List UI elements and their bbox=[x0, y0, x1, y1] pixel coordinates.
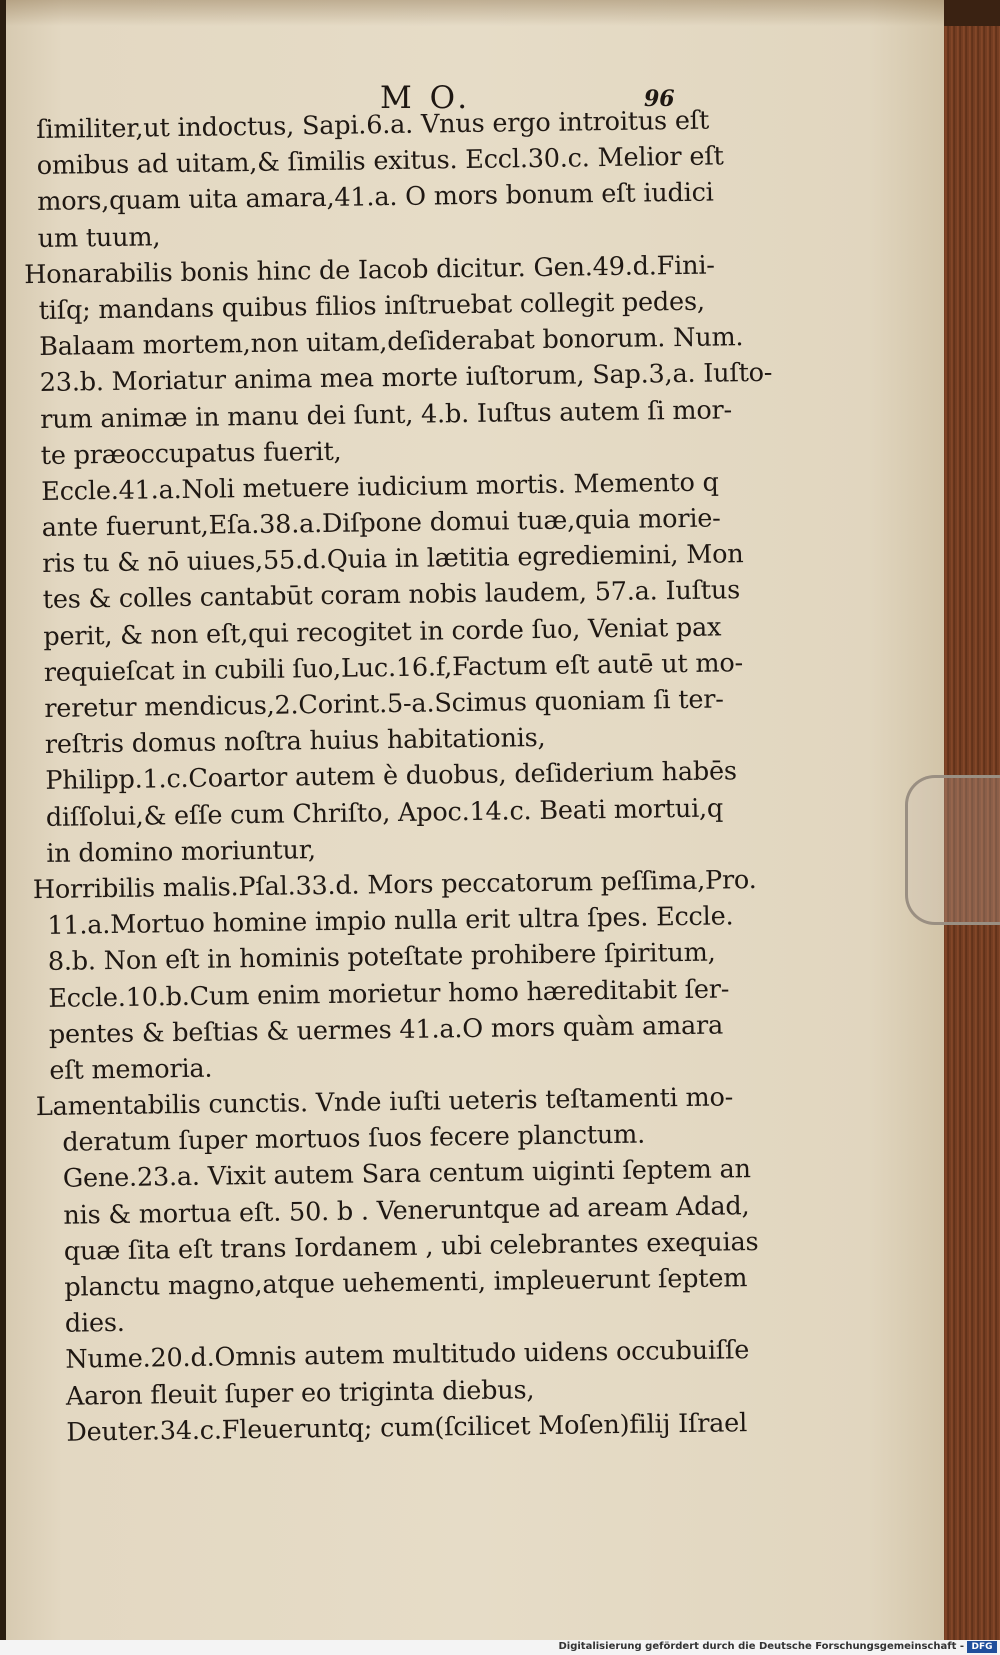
text-line: ante fuerunt,Eſa.38.a.Diſpone domui tuæ,quia morie- bbox=[41, 503, 721, 544]
text-line: requieſcat in cubili ſuo,Luc.16.f,Factum eſt autē ut mo- bbox=[43, 647, 744, 688]
text-line: nis & mortua eſt. 50. b . Veneruntque ad aream Adad, bbox=[63, 1190, 750, 1231]
text-line: omibus ad uitam,& ſimilis exitus. Eccl.30.c. Melior eſt bbox=[36, 141, 724, 182]
text-line: eſt memoria. bbox=[49, 1053, 213, 1086]
text-line: reſtris domus noſtra huius habitationis, bbox=[44, 723, 546, 761]
page-leaves-top bbox=[944, 0, 1000, 26]
text-line: planctu magno,atque uehementi, impleuerunt ſeptem bbox=[64, 1263, 748, 1303]
dfg-logo-icon: DFG bbox=[967, 1641, 997, 1653]
text-line: Balaam mortem,non uitam,deſiderabat bonorum. Num. bbox=[39, 322, 744, 363]
text-line: Honarabilis bonis hinc de Iacob dicitur. Gen.49.d.Fini- bbox=[24, 250, 715, 290]
text-line: 11.a.Mortuo homine impio nulla erit ultra ſpes. Eccle. bbox=[47, 901, 734, 942]
page-clip bbox=[905, 775, 1000, 925]
text-line: reretur mendicus,2.Corint.5-a.Scimus quoniam ſi ter- bbox=[44, 684, 724, 724]
text-line: diſſolui,& eſſe cum Chriſto, Apoc.14.c. Beati mortui,q bbox=[45, 793, 724, 833]
text-line: tes & colles cantabūt coram nobis laudem, 57.a. Iuſtus bbox=[42, 575, 741, 616]
text-line: Gene.23.a. Vixit autem Sara centum uiginti ſeptem an bbox=[62, 1154, 751, 1195]
text-line: tiſq; mandans quibus filios inſtruebat collegit pedes, bbox=[38, 286, 705, 326]
digitization-footer bbox=[0, 1640, 1000, 1655]
page-top-shadow bbox=[6, 0, 944, 26]
text-line: um tuum, bbox=[37, 221, 161, 254]
text-line: rum animæ in manu dei ſunt, 4.b. Iuſtus autem ſi mor- bbox=[40, 394, 733, 435]
text-line: ris tu & nō uiues,55.d.Quia in lætitia egrediemini, Mon bbox=[42, 539, 744, 580]
text-line: Eccle.41.a.Noli metuere iudicium mortis. Memento q bbox=[41, 467, 719, 507]
text-line: pentes & beſtias & uermes 41.a.O mors quàm amara bbox=[48, 1010, 724, 1050]
text-line: Philipp.1.c.Coartor autem è duobus, deſiderium habēs bbox=[45, 756, 737, 797]
body-text bbox=[24, 102, 790, 1451]
text-line: Eccle.10.b.Cum enim morietur homo hæreditabit ſer- bbox=[48, 973, 730, 1014]
page-number: 96 bbox=[644, 86, 675, 112]
running-head: M O. bbox=[380, 80, 472, 116]
text-line: ſimiliter,ut indoctus, Sapi.6.a. Vnus ergo introitus eſt bbox=[36, 105, 710, 145]
text-line: mors,quam uita amara,41.a. O mors bonum eſt iudici bbox=[37, 177, 714, 218]
text-line: Nume.20.d.Omnis autem multitudo uidens occubuiſſe bbox=[65, 1335, 750, 1376]
text-line: Deuter.34.c.Fleueruntq; cum(ſcilicet Moſen)filij Iſrael bbox=[66, 1407, 748, 1448]
text-line: deratum ſuper mortuos ſuos fecere planctum. bbox=[62, 1119, 646, 1158]
text-line: Aaron fleuit ſuper eo triginta diebus, bbox=[65, 1374, 535, 1412]
text-line: dies. bbox=[64, 1308, 125, 1339]
text-line: te præoccupatus fuerit, bbox=[40, 436, 342, 471]
text-line: Horribilis malis.Pſal.33.d. Mors peccatorum peſſima,Pro. bbox=[32, 864, 757, 906]
text-line: perit, & non eſt,qui recogitet in corde ſuo, Veniat pax bbox=[43, 612, 722, 652]
text-line: quæ ſita eſt trans Iordanem , ubi celebrantes exequias bbox=[63, 1226, 759, 1267]
text-line: 23.b. Moriatur anima mea morte iuſtorum, Sap.3,a. Iuſto- bbox=[39, 358, 773, 399]
text-line: 8.b. Non eſt in hominis poteſtate prohibere ſpiritum, bbox=[47, 937, 716, 978]
text-line: Lamentabilis cunctis. Vnde iuſti ueteris teſtamenti mo- bbox=[35, 1082, 734, 1123]
text-line: in domino moriuntur, bbox=[46, 834, 317, 869]
footer-credit: Digitalisierung gefördert durch die Deutsche Forschungsgemeinschaft - bbox=[558, 1641, 964, 1652]
